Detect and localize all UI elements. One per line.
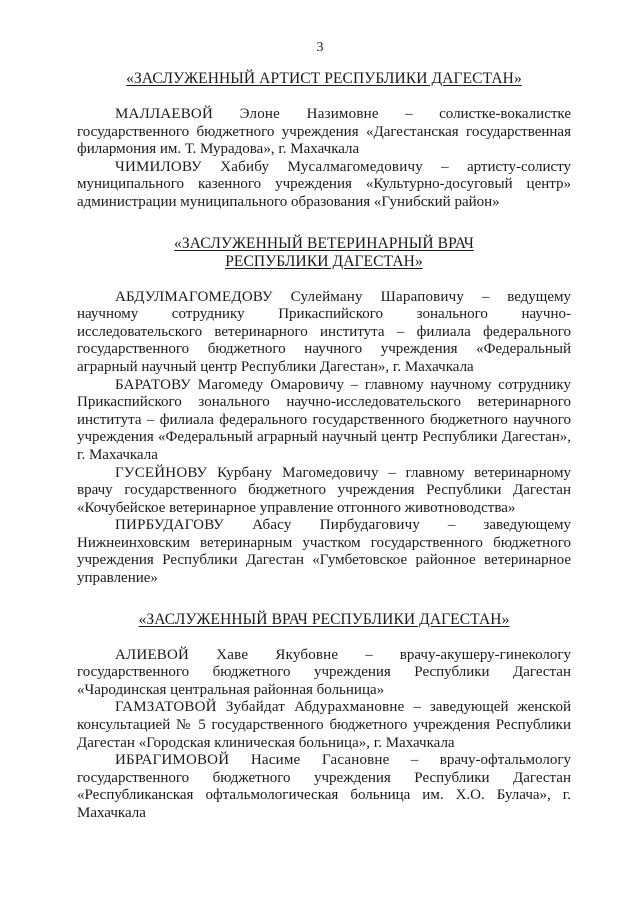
awardee-position: – врачу-акушеру-гинекологу государственного бюджетного учреждения Республики Дагестан «Чародинская центральная районная больница» [77,646,572,698]
document-body [77,70,571,823]
awardee-name: МАЛЛАЕВОЙ Элоне Назимовне [115,106,379,122]
awardee-name: БАРАТОВУ Магомеду Омаровичу [115,376,345,393]
awardee-name: ГАМЗАТОВОЙ Зубайдат Абдурахмановне [115,699,405,716]
awardee-position: – артисту-солисту муниципального казенного учреждения «Культурно-досуговый центр» администрации муниципального образования «Гунибский район» [77,158,571,210]
awardee-name: ПИРБУДАГОВУ Абасу Пирбудагович [115,517,413,534]
awardee-position: – ведущему научному сотруднику Прикаспийского зонального научно-исследовательского ветеринарного института – филиала федерального государственного бюджетного научного учреждения «Федеральный аграрный научный центр Республики Дагестан», г. Махачкала [77,288,571,375]
award-entry [77,159,571,212]
award-entry [77,699,571,752]
awardee-position: у – заведующему Нижнеинховским ветеринарным участком государственного бюджетного учреждения Республики Дагестан «Гумбетовское районное ветеринарное управление» [77,517,571,587]
section-honored-artist [77,70,571,212]
award-entry [77,377,571,465]
awardee-position: – главному ветеринарному врачу государственного бюджетного учреждения Республики Дагестан «Кочубейское ветеринарное управление отгонного животноводства» [77,464,571,516]
section-title-line: «ЗАСЛУЖЕННЫЙ ВРАЧ РЕСПУБЛИКИ ДАГЕСТАН» [138,610,510,628]
awardee-name: ЧИМИЛОВУ Хабибу Мусалмагомедовичу [115,158,423,175]
section-title-line: РЕСПУБЛИКИ ДАГЕСТАН» [225,252,423,270]
award-entry [77,752,571,822]
awardee-position: – заведующей женской консультацией № 5 государственного бюджетного учреждения Республики Дагестан «Городская клиническая больница», г. Махачкала [77,699,571,751]
section-honored-doctor [77,611,571,823]
page-number: 3 [316,40,324,55]
section-title [77,611,571,629]
awardee-name: ИБРАГИМОВОЙ Насиме Гасановне [115,752,390,769]
awardee-position: – главному научному сотруднику Прикаспийского зонального научно-исследовательского ветеринарного института – филиала федерального государственного бюджетного научного учреждения «Федеральный аграрный научный центр Республики Дагестан», г. Махачкала [77,376,571,463]
award-entry [77,106,571,159]
section-title [77,235,571,271]
section-honored-veterinarian [77,235,571,588]
section-title-line: «ЗАСЛУЖЕННЫЙ АРТИСТ РЕСПУБЛИКИ ДАГЕСТАН» [126,70,522,87]
awardee-name: АЛИЕВОЙ Хаве Якубовне [115,646,339,663]
section-title [77,70,571,88]
section-title-line: «ЗАСЛУЖЕННЫЙ ВЕТЕРИНАРНЫЙ ВРАЧ [174,234,474,252]
award-entry [77,465,571,518]
awardee-name: ГУСЕЙНОВУ Курбану Магомедовичу [115,464,379,481]
award-entry [77,517,571,587]
award-entry [77,647,571,700]
awardee-position: – врачу-офтальмологу государственного бюджетного учреждения Республики Дагестан «Республиканская офтальмологическая больница им. Х.О. Булача», г. Махачкала [77,752,571,821]
awardee-name: АБДУЛМАГОМЕДОВУ Сулейману Шараповичу [115,288,465,305]
award-entry [77,289,571,377]
awardee-position: – солистке-вокалистке государственного бюджетного учреждения «Дагестанская государственная филармония им. Т. Мурадова», г. Махачкала [77,106,571,158]
